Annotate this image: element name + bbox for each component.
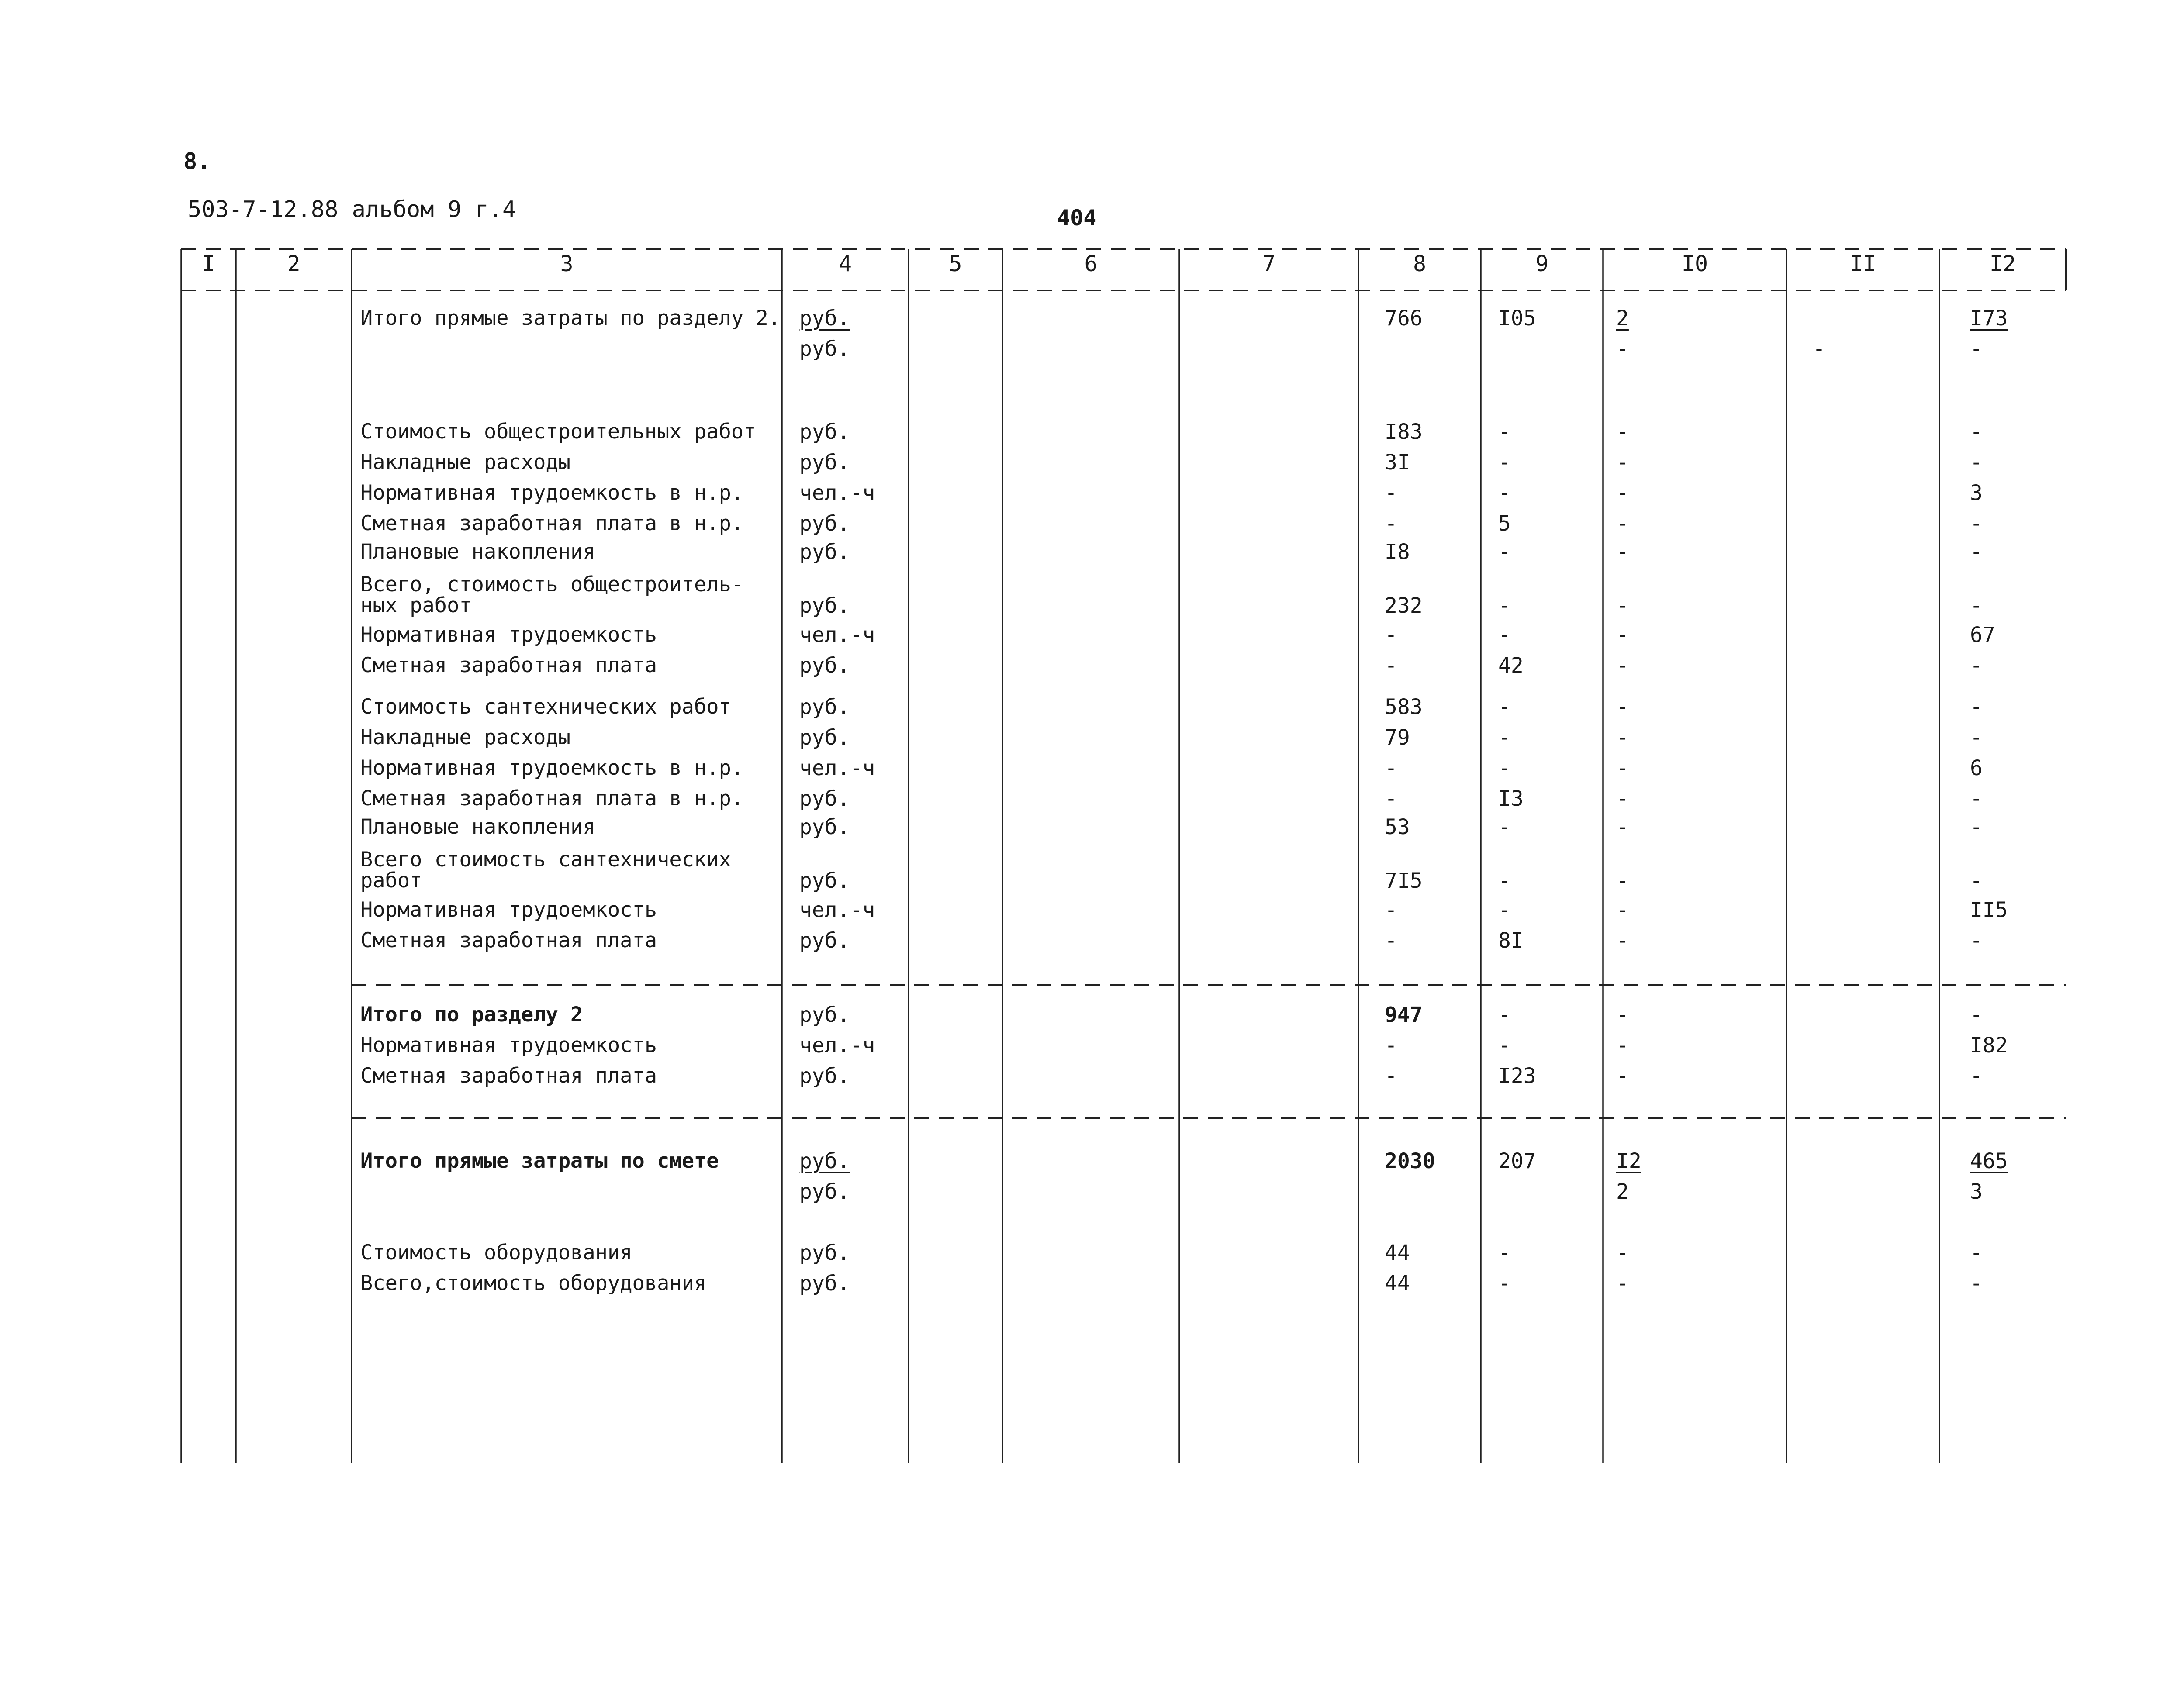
- row-value-c10: -: [1616, 928, 1629, 953]
- page-mark: 8.: [183, 148, 211, 175]
- row-description: Всего, стоимость общестроитель-: [360, 573, 744, 597]
- row-value-c10: -: [1616, 420, 1629, 444]
- row-value-c12: -: [1970, 815, 1983, 839]
- row-value-c8: I83: [1385, 420, 1423, 444]
- column-header: 8: [1413, 251, 1427, 276]
- row-description: Плановые накопления: [360, 815, 595, 839]
- row-value-c10: -: [1616, 898, 1629, 922]
- row-value-c10: -: [1616, 815, 1629, 839]
- document-code: 503-7-12.88 альбом 9 г.4: [188, 197, 516, 223]
- row-value-c10: -: [1616, 653, 1629, 678]
- row-value-c10: -: [1616, 1033, 1629, 1058]
- page-number: 404: [1057, 205, 1097, 231]
- row-unit: руб.: [799, 306, 850, 331]
- row-value-c12: 67: [1970, 623, 1995, 647]
- row-description: ных работ: [360, 593, 472, 617]
- row-value-c9: -: [1498, 593, 1511, 618]
- row-description: Сметная заработная плата: [360, 1064, 657, 1088]
- row-value-c9: I23: [1498, 1064, 1536, 1088]
- row-value-c10: -: [1616, 756, 1629, 780]
- row-unit: руб.: [799, 1064, 850, 1088]
- row-description: Сметная заработная плата в н.р.: [360, 511, 744, 535]
- row-value-c10: I2: [1616, 1149, 1641, 1173]
- row-value-c8: -: [1385, 1064, 1397, 1088]
- row-description: Накладные расходы: [360, 450, 571, 474]
- row-unit: руб.: [799, 540, 850, 564]
- row-value-c8: 947: [1385, 1003, 1423, 1027]
- row-value-c8: -: [1385, 653, 1397, 678]
- column-header: 3: [560, 251, 574, 276]
- row-unit: чел.-ч: [799, 481, 875, 505]
- row-value-c9: -: [1498, 725, 1511, 750]
- row-value-c12: -: [1970, 511, 1983, 536]
- row-value-c9: -: [1498, 695, 1511, 719]
- row-value-c12: II5: [1970, 898, 2008, 922]
- row-value-c12: I82: [1970, 1033, 2008, 1058]
- row-value-c9: I3: [1498, 786, 1524, 811]
- row-value-c10: -: [1616, 337, 1629, 361]
- column-header: 2: [287, 251, 301, 276]
- row-unit: руб.: [799, 1003, 850, 1027]
- row-value-c10: -: [1616, 725, 1629, 750]
- row-value-c8: 232: [1385, 593, 1423, 618]
- row-value-c10: -: [1616, 511, 1629, 536]
- row-value-c8: 2030: [1385, 1149, 1435, 1173]
- row-value-c9: 8I: [1498, 928, 1524, 953]
- row-value-c10: -: [1616, 1271, 1629, 1296]
- row-value-c8: 53: [1385, 815, 1410, 839]
- row-value-c8: -: [1385, 511, 1397, 536]
- row-value-c11: -: [1813, 337, 1825, 361]
- row-value-c8: 3I: [1385, 450, 1410, 475]
- row-value-c9: -: [1498, 540, 1511, 564]
- row-unit: руб.: [799, 1180, 850, 1204]
- row-value-c9: -: [1498, 1271, 1511, 1296]
- row-description: Сметная заработная плата в н.р.: [360, 786, 744, 811]
- row-description: Стоимость оборудования: [360, 1241, 632, 1265]
- row-unit: руб.: [799, 511, 850, 536]
- row-unit: чел.-ч: [799, 1033, 875, 1058]
- row-description: Нормативная трудоемкость: [360, 623, 657, 647]
- column-header: 9: [1535, 251, 1549, 276]
- row-value-c12: -: [1970, 1241, 1983, 1265]
- row-value-c9: 5: [1498, 511, 1511, 536]
- row-value-c8: 766: [1385, 306, 1423, 331]
- row-unit: руб.: [799, 815, 850, 839]
- row-value-c12: -: [1970, 337, 1983, 361]
- row-unit: руб.: [799, 337, 850, 361]
- column-header: I0: [1681, 251, 1708, 276]
- row-value-c9: -: [1498, 815, 1511, 839]
- row-value-c12: 3: [1970, 1180, 1983, 1204]
- row-value-c12: -: [1970, 1064, 1983, 1088]
- row-description: Стоимость сантехнических работ: [360, 695, 731, 719]
- row-value-c9: -: [1498, 623, 1511, 647]
- row-value-c9: -: [1498, 1033, 1511, 1058]
- row-value-c9: -: [1498, 1003, 1511, 1027]
- column-header: I2: [1989, 251, 2016, 276]
- row-description: Всего,стоимость оборудования: [360, 1271, 707, 1295]
- row-value-c8: -: [1385, 928, 1397, 953]
- row-description: Итого по разделу 2: [360, 1003, 583, 1027]
- row-value-c12: -: [1970, 540, 1983, 564]
- row-value-c10: -: [1616, 623, 1629, 647]
- row-unit: руб.: [799, 1241, 850, 1265]
- row-description: Сметная заработная плата: [360, 653, 657, 677]
- row-value-c8: 7I5: [1385, 869, 1423, 893]
- row-value-c8: 583: [1385, 695, 1423, 719]
- row-value-c12: -: [1970, 869, 1983, 893]
- row-unit: руб.: [799, 786, 850, 811]
- row-unit: чел.-ч: [799, 898, 875, 922]
- row-unit: руб.: [799, 869, 850, 893]
- row-value-c9: -: [1498, 1241, 1511, 1265]
- row-description: Нормативная трудоемкость в н.р.: [360, 481, 744, 505]
- row-value-c12: -: [1970, 420, 1983, 444]
- row-unit: руб.: [799, 695, 850, 719]
- row-value-c10: -: [1616, 695, 1629, 719]
- row-description: Всего стоимость сантехнических: [360, 848, 731, 872]
- row-unit: руб.: [799, 1149, 850, 1173]
- row-description: Нормативная трудоемкость в н.р.: [360, 756, 744, 780]
- column-header: 7: [1262, 251, 1276, 276]
- row-unit: руб.: [799, 1271, 850, 1296]
- row-value-c10: -: [1616, 869, 1629, 893]
- row-value-c12: 3: [1970, 481, 1983, 505]
- row-value-c8: I8: [1385, 540, 1410, 564]
- row-description: Нормативная трудоемкость: [360, 1033, 657, 1057]
- row-value-c10: -: [1616, 450, 1629, 475]
- row-value-c9: 207: [1498, 1149, 1536, 1173]
- row-value-c9: -: [1498, 898, 1511, 922]
- row-description: Нормативная трудоемкость: [360, 898, 657, 922]
- row-value-c12: -: [1970, 695, 1983, 719]
- row-unit: чел.-ч: [799, 623, 875, 647]
- row-value-c10: -: [1616, 593, 1629, 618]
- row-value-c10: -: [1616, 540, 1629, 564]
- row-description: Итого прямые затраты по смете: [360, 1149, 719, 1173]
- row-value-c12: -: [1970, 928, 1983, 953]
- row-value-c8: -: [1385, 756, 1397, 780]
- column-header: 5: [949, 251, 962, 276]
- row-value-c9: -: [1498, 450, 1511, 475]
- column-header: 6: [1084, 251, 1098, 276]
- row-unit: руб.: [799, 450, 850, 475]
- row-value-c8: -: [1385, 786, 1397, 811]
- row-unit: чел.-ч: [799, 756, 875, 780]
- row-value-c9: -: [1498, 756, 1511, 780]
- row-value-c9: -: [1498, 420, 1511, 444]
- row-description: Плановые накопления: [360, 540, 595, 564]
- row-description: Стоимость общестроительных работ: [360, 420, 756, 444]
- row-value-c12: -: [1970, 593, 1983, 618]
- row-value-c12: 465: [1970, 1149, 2008, 1173]
- row-value-c10: -: [1616, 1003, 1629, 1027]
- row-description: Сметная заработная плата: [360, 928, 657, 952]
- row-value-c12: -: [1970, 653, 1983, 678]
- row-value-c12: -: [1970, 1003, 1983, 1027]
- row-value-c10: 2: [1616, 306, 1629, 331]
- row-value-c9: -: [1498, 481, 1511, 505]
- row-value-c8: -: [1385, 481, 1397, 505]
- row-value-c10: -: [1616, 1241, 1629, 1265]
- row-description: работ: [360, 869, 422, 893]
- row-value-c10: -: [1616, 1064, 1629, 1088]
- row-unit: руб.: [799, 725, 850, 750]
- row-value-c9: I05: [1498, 306, 1536, 331]
- row-description: Накладные расходы: [360, 725, 571, 749]
- row-value-c8: -: [1385, 1033, 1397, 1058]
- row-value-c8: -: [1385, 898, 1397, 922]
- column-header: 4: [838, 251, 852, 276]
- row-value-c12: -: [1970, 725, 1983, 750]
- row-value-c8: 44: [1385, 1271, 1410, 1296]
- row-value-c10: -: [1616, 481, 1629, 505]
- row-unit: руб.: [799, 928, 850, 953]
- row-value-c12: -: [1970, 450, 1983, 475]
- row-value-c12: 6: [1970, 756, 1983, 780]
- row-unit: руб.: [799, 420, 850, 444]
- row-value-c9: 42: [1498, 653, 1524, 678]
- row-value-c12: -: [1970, 786, 1983, 811]
- row-value-c10: 2: [1616, 1180, 1629, 1204]
- row-value-c8: 44: [1385, 1241, 1410, 1265]
- row-unit: руб.: [799, 653, 850, 678]
- row-value-c8: -: [1385, 623, 1397, 647]
- column-header: I: [202, 251, 215, 276]
- row-unit: руб.: [799, 593, 850, 618]
- row-value-c12: -: [1970, 1271, 1983, 1296]
- row-value-c10: -: [1616, 786, 1629, 811]
- column-header: II: [1849, 251, 1876, 276]
- row-description: Итого прямые затраты по разделу 2.: [360, 306, 781, 330]
- row-value-c12: I73: [1970, 306, 2008, 331]
- row-value-c8: 79: [1385, 725, 1410, 750]
- row-value-c9: -: [1498, 869, 1511, 893]
